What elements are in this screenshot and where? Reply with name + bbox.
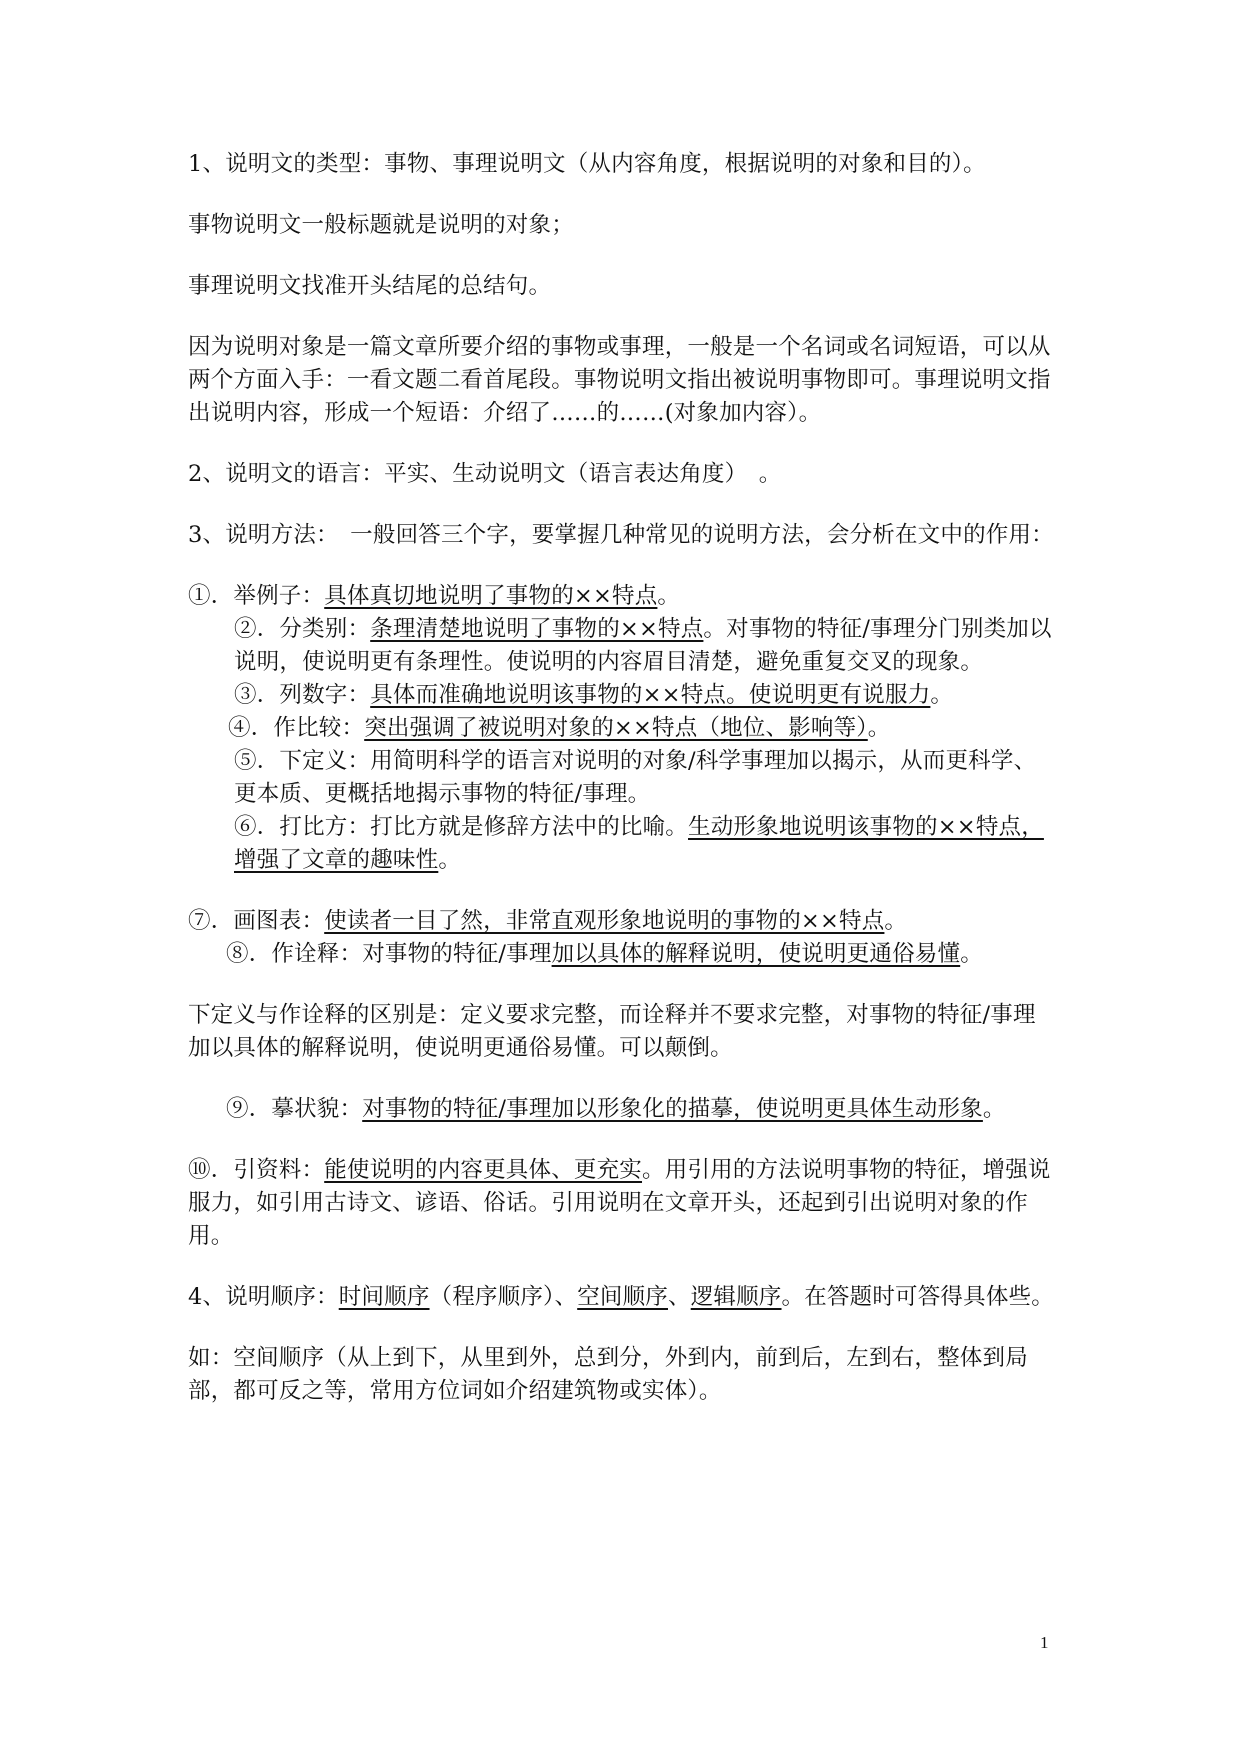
method-label: ②．分类别： xyxy=(234,616,371,642)
order-space: 空间顺序 xyxy=(577,1284,668,1310)
paragraph-language: 2、说明文的语言：平实、生动说明文（语言表达角度） 。 xyxy=(188,461,782,487)
method-comparison: ④．作比较：突出强调了被说明对象的××特点（地位、影响等）。 xyxy=(228,715,891,741)
paragraph-definition-vs-explanation: 下定义与作诠释的区别是：定义要求完整，而诠释并不要求完整，对事物的特征/事理加以具体的解释说明，使说明更通俗易懂。可以颠倒。 xyxy=(188,1002,1036,1061)
paragraph-methods-intro: 3、说明方法： 一般回答三个字，要掌握几种常见的说明方法，会分析在文中的作用： xyxy=(188,522,1054,548)
paragraph-reason-summary: 事理说明文找准开头结尾的总结句。 xyxy=(188,273,552,299)
paragraph-types: 1、说明文的类型：事物、事理说明文（从内容角度，根据说明的对象和目的）。 xyxy=(188,151,986,177)
method-effect-underlined: 具体真切地说明了事物的××特点 xyxy=(324,583,658,609)
paragraph-object: 因为说明对象是一篇文章所要介绍的事物或事理，一般是一个名词或名词短语，可以从两个方面入手：一看文题二看首尾段。事物说明文指出被说明事物即可。事理说明文指出说明内容，形成一个短语：介绍了……的……(对象加内容）。 xyxy=(188,334,1051,426)
method-effect-underlined: 生动形象地说明该事物的××特点，增强了文章的趣味性 xyxy=(234,814,1044,873)
method-label: ⑩．引资料： xyxy=(188,1157,325,1183)
method-description: ⑨．摹状貌：对事物的特征/事理加以形象化的描摹，使说明更具体生动形象。 xyxy=(226,1096,1006,1122)
method-analogy: ⑥．打比方：打比方就是修辞方法中的比喻。生动形象地说明该事物的××特点，增强了文章的趣味性。 xyxy=(234,814,1044,873)
order-time: 时间顺序 xyxy=(338,1284,430,1310)
method-effect-underlined: 使读者一目了然，非常直观形象地说明的事物的××特点 xyxy=(324,908,885,934)
method-chart: ⑦．画图表：使读者一目了然，非常直观形象地说明的事物的××特点。 xyxy=(188,908,908,934)
document-body xyxy=(188,148,1056,1436)
method-effect-underlined: 条理清楚地说明了事物的××特点 xyxy=(370,616,704,642)
page-number: 1 xyxy=(1040,1633,1049,1652)
method-effect-underlined: 能使说明的内容更具体、更充实 xyxy=(324,1157,643,1183)
method-numbers: ③．列数字：具体而准确地说明该事物的××特点。使说明更有说服力。 xyxy=(234,682,954,708)
paragraph-thing-title: 事物说明文一般标题就是说明的对象； xyxy=(188,212,574,238)
method-effect-underlined: 具体而准确地说明该事物的××特点。使说明更有说服力 xyxy=(370,682,931,708)
method-citation: ⑩．引资料：能使说明的内容更具体、更充实。用引用的方法说明事物的特征，增强说服力，如引用古诗文、谚语、俗话。引用说明在文章开头，还起到引出说明对象的作用。 xyxy=(188,1157,1051,1249)
paragraph-order: 4、说明顺序：时间顺序（程序顺序）、空间顺序、逻辑顺序。在答题时可答得具体些。 xyxy=(188,1284,1054,1310)
method-explanation: ⑧．作诠释：对事物的特征/事理加以具体的解释说明，使说明更通俗易懂。 xyxy=(226,941,983,967)
method-label: ①．举例子： xyxy=(188,583,325,609)
method-label: ⑦．画图表： xyxy=(188,908,325,934)
method-effect-underlined: 对事物的特征/事理加以形象化的描摹，使说明更具体生动形象 xyxy=(362,1096,983,1122)
method-classification: ②．分类别：条理清楚地说明了事物的××特点。对事物的特征/事理分门别类加以说明，使说明更有条理性。使说明的内容眉目清楚，避免重复交叉的现象。 xyxy=(234,616,1052,675)
method-label: ⑨．摹状貌： xyxy=(226,1096,363,1122)
paragraph-space-order-example: 如：空间顺序（从上到下，从里到外，总到分，外到内，前到后，左到右，整体到局部，都可反之等，常用方位词如介绍建筑物或实体）。 xyxy=(188,1345,1028,1404)
method-example: ①．举例子：具体真切地说明了事物的××特点。 xyxy=(188,583,681,609)
order-logic: 逻辑顺序 xyxy=(690,1284,782,1310)
method-label: ④．作比较： xyxy=(228,715,365,741)
method-effect-underlined: 突出强调了被说明对象的××特点（地位、影响等） xyxy=(364,715,868,741)
method-definition: ⑤．下定义：用简明科学的语言对说明的对象/科学事理加以揭示，从而更科学、更本质、更概括地揭示事物的特征/事理。 xyxy=(234,748,1037,807)
method-label: ③．列数字： xyxy=(234,682,371,708)
method-effect-underlined: 加以具体的解释说明，使说明更通俗易懂 xyxy=(551,941,961,967)
